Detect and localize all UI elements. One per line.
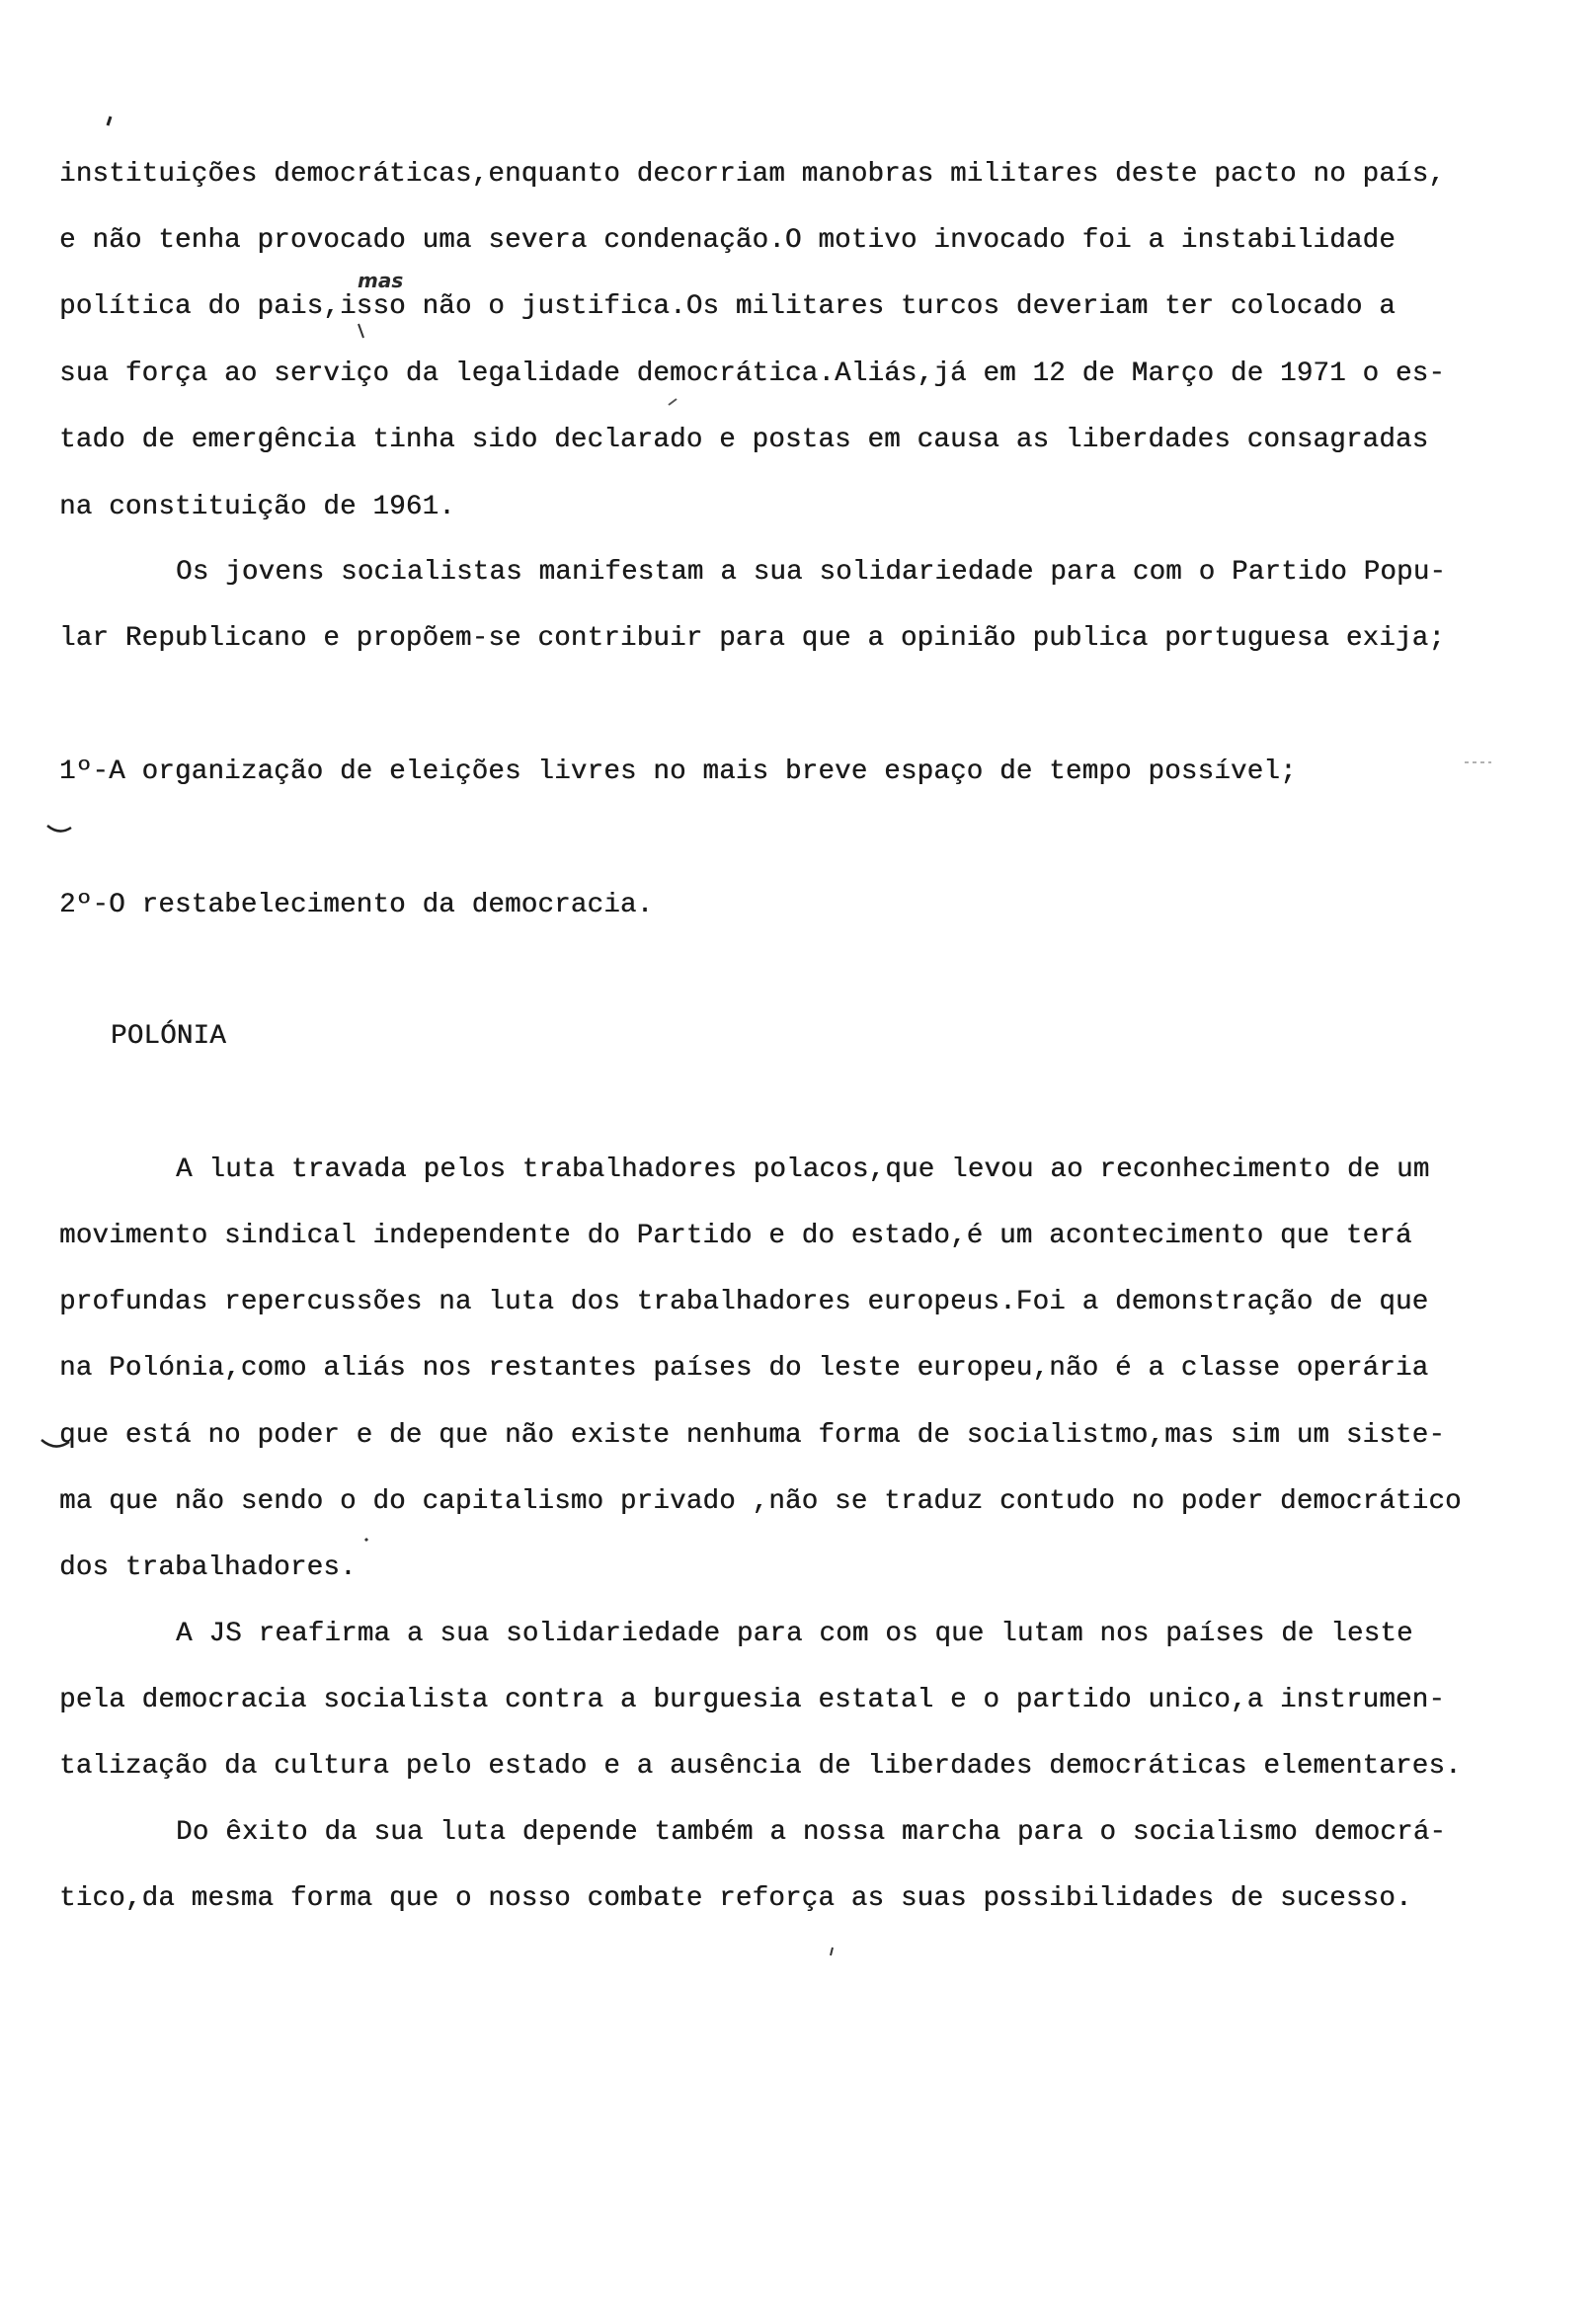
text-line: que está no poder e de que não existe nenhuma forma de socialistmo,mas sim um siste- bbox=[59, 1420, 1446, 1451]
text-line: Os jovens socialistas manifestam a sua solidariedade para com o Partido Popu- bbox=[176, 557, 1447, 588]
text-line: sua força ao serviço da legalidade democrática.Aliás,já em 12 de Março de 1971 o es- bbox=[59, 358, 1446, 389]
text-line: instituições democráticas,enquanto decorriam manobras militares deste pacto no país, bbox=[59, 159, 1446, 190]
text-line: profundas repercussões na luta dos trabalhadores europeus.Foi a demonstração de que bbox=[59, 1287, 1429, 1317]
text-line: Do êxito da sua luta depende também a nossa marcha para o socialismo democrá- bbox=[176, 1817, 1447, 1848]
text-line: movimento sindical independente do Partido e do estado,é um acontecimento que terá bbox=[59, 1221, 1412, 1251]
text-line: A luta travada pelos trabalhadores polacos,que levou ao reconhecimento de um bbox=[176, 1154, 1430, 1185]
speck-mark bbox=[365, 1539, 367, 1541]
text-line: A JS reafirma a sua solidariedade para com os que lutam nos países de leste bbox=[176, 1619, 1413, 1649]
text-line: dos trabalhadores. bbox=[59, 1552, 357, 1583]
caret-mark bbox=[359, 324, 363, 338]
speck-mark bbox=[669, 399, 677, 405]
text-line: política do pais,isso não o justifica.Os militares turcos deveriam ter colocado a bbox=[59, 291, 1396, 322]
demand-item: 1º-A organização de eleições livres no mais breve espaço de tempo possível; bbox=[59, 756, 1297, 787]
text-line: ma que não sendo o do capitalismo privado ,não se traduz contudo no poder democrático bbox=[59, 1486, 1462, 1517]
demand-item: 2º-O restabelecimento da democracia. bbox=[59, 890, 654, 920]
margin-mark bbox=[47, 826, 71, 832]
text-line: na Polónia,como aliás nos restantes países do leste europeu,não é a classe operária bbox=[59, 1353, 1429, 1384]
text-line: tico,da mesma forma que o nosso combate reforça as suas possibilidades de sucesso. bbox=[59, 1883, 1412, 1914]
text-line: talização da cultura pelo estado e a ausência de liberdades democráticas elementares. bbox=[59, 1751, 1462, 1782]
text-line: tado de emergência tinha sido declarado e postas em causa as liberdades consagradas bbox=[59, 425, 1429, 455]
speck-mark bbox=[108, 117, 111, 125]
text-line: pela democracia socialista contra a burguesia estatal e o partido unico,a instrumen- bbox=[59, 1685, 1446, 1715]
text-line: e não tenha provocado uma severa condenação.O motivo invocado foi a instabilidade bbox=[59, 225, 1396, 256]
section-heading: POLÓNIA bbox=[111, 1021, 226, 1052]
text-line: na constituição de 1961. bbox=[59, 492, 455, 522]
speck-mark bbox=[831, 1948, 833, 1955]
text-line: lar Republicano e propõem-se contribuir para que a opinião publica portuguesa exija; bbox=[59, 623, 1446, 654]
handwritten-insert: mas bbox=[358, 269, 404, 292]
